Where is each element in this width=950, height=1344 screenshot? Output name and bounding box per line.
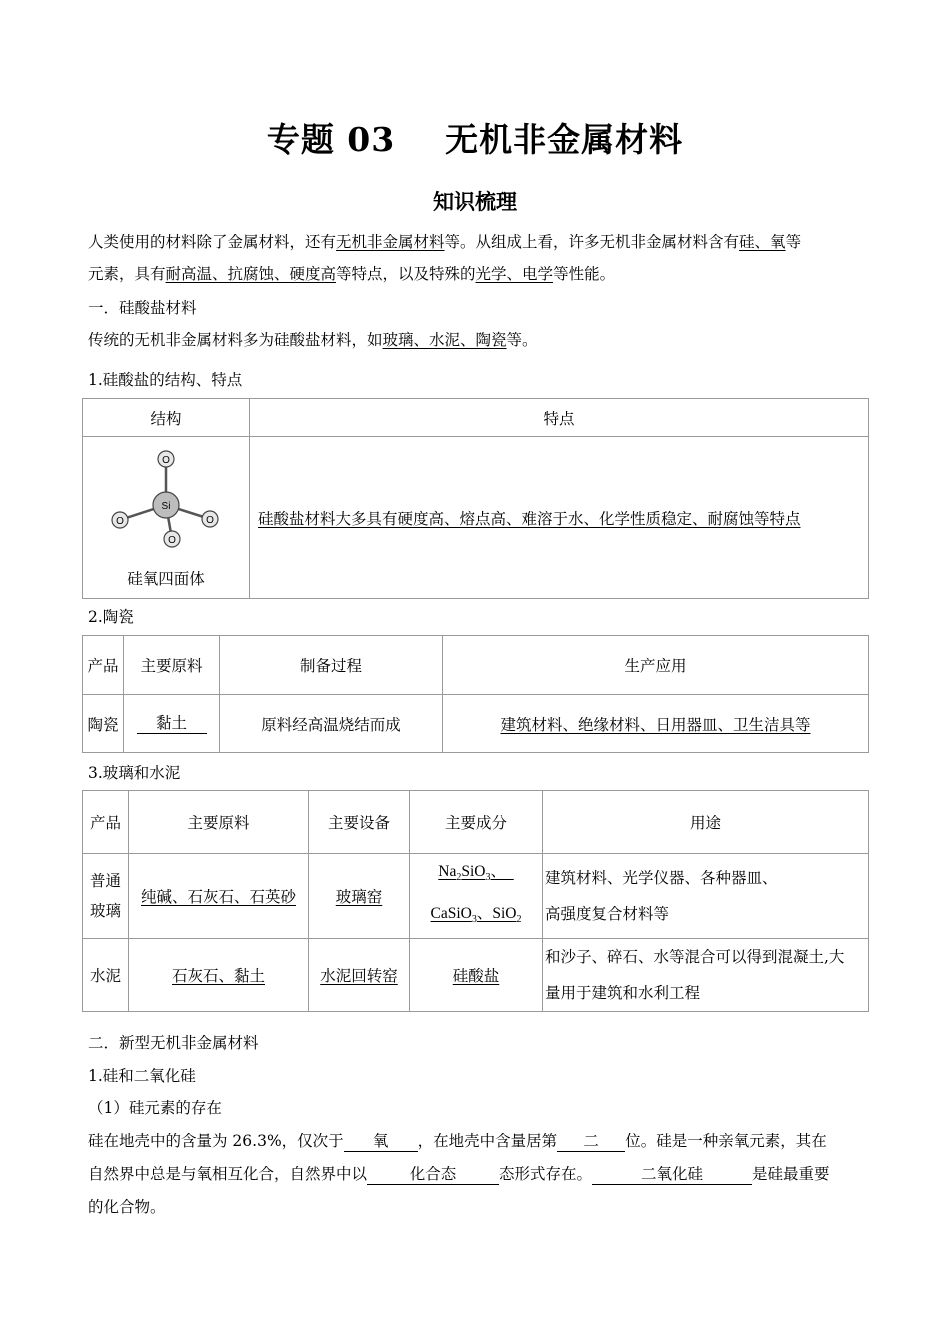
table-cell: 原料经高温烧结而成 [220, 695, 443, 753]
table-cell: 水泥 [83, 939, 129, 1012]
silicate-structure-table [82, 398, 869, 599]
table-header: 特点 [250, 399, 869, 437]
table-header: 制备过程 [220, 636, 443, 695]
blank-answer: 氧 [344, 1132, 418, 1152]
atom-label: O [168, 535, 176, 546]
usage-text: 量用于建筑和水利工程 [545, 984, 701, 1003]
formula-part: 、 [490, 863, 506, 880]
formula-subscript: 3 [471, 914, 477, 926]
underlined-term: 硅、氧 [739, 233, 786, 251]
blank-answer: 黏土 [137, 714, 207, 734]
intro-text: 等特点，以及特殊的 [336, 265, 476, 283]
table-header: 主要原料 [124, 636, 220, 695]
page-title: 专题 03 无机非金属材料 [266, 120, 684, 159]
body-text: 位。硅是一种亲氧元素，其在 [625, 1132, 827, 1150]
table-header: 产品 [83, 791, 129, 854]
body-text: 传统的无机非金属材料多为硅酸盐材料，如 [88, 331, 383, 349]
fill-in-line-1 [88, 1131, 868, 1152]
formula-subscript: 2 [516, 914, 522, 926]
section-subtitle: 知识梳理 [433, 189, 517, 214]
subsection-heading: 3.玻璃和水泥 [88, 764, 181, 782]
subsection-heading: 1.硅酸盐的结构、特点 [88, 371, 243, 389]
subsection-heading: 1.硅和二氧化硅 [88, 1067, 196, 1085]
formula-part: 、SiO [476, 905, 517, 923]
usage-text: 和沙子、碎石、水等混合可以得到混凝土,大 [545, 948, 845, 967]
section1-text [88, 330, 868, 350]
feature-cell [250, 437, 869, 599]
section1-heading: 一．硅酸盐材料 [88, 299, 197, 317]
underlined-term: 建筑材料、绝缘材料、日用器皿、卫生洁具等 [500, 715, 811, 734]
blank-answer: 二 [557, 1132, 625, 1152]
underlined-term: 无机非金属材料 [336, 233, 445, 251]
formula-subscript: 3 [485, 872, 491, 884]
body-text: 硅在地壳中的含量为 26.3%，仅次于 [88, 1132, 344, 1150]
intro-text: 等 [785, 233, 802, 251]
intro-line-2 [88, 264, 868, 284]
table-cell [443, 695, 869, 753]
intro-text: 等性能。 [553, 265, 616, 283]
table-cell [309, 939, 410, 1012]
diagram-caption: 硅氧四面体 [127, 570, 205, 588]
atom-label: Si [161, 501, 171, 512]
underlined-term: 水泥回转窑 [320, 967, 398, 986]
table-header: 结构 [83, 399, 250, 437]
table-cell [543, 854, 869, 939]
chemical-formula [412, 896, 540, 938]
table-cell [410, 854, 543, 939]
table-cell [129, 854, 309, 939]
intro-text: 元素，具有 [88, 265, 166, 283]
table-header: 产品 [83, 636, 124, 695]
table-cell [129, 939, 309, 1012]
subsection-heading: （1）硅元素的存在 [88, 1099, 222, 1117]
intro-text: 等。从组成上看，许多无机非金属材料含有 [444, 233, 740, 251]
underlined-term: 硅酸盐 [452, 967, 500, 986]
underlined-term: 玻璃、水泥、陶瓷 [382, 331, 507, 349]
blank-answer: 二氧化硅 [592, 1165, 752, 1185]
table-header: 用途 [543, 791, 869, 854]
intro-line-1 [88, 232, 868, 252]
feature-text: 硅酸盐材料大多具有硬度高、熔点高、难溶于水、化学性质稳定、耐腐蚀等特点 [258, 509, 801, 528]
formula-part: CaSiO [430, 905, 472, 923]
structure-cell [83, 437, 250, 599]
formula-part: SiO [461, 863, 486, 880]
fill-in-line-2 [88, 1164, 868, 1185]
body-text: ，在地壳中含量居第 [417, 1132, 558, 1150]
glass-cement-table [82, 790, 869, 1012]
table-cell [410, 939, 543, 1012]
product-name: 普通 [89, 872, 121, 891]
table-cell: 陶瓷 [83, 695, 124, 753]
table-cell [543, 939, 869, 1012]
chemical-formula [412, 854, 540, 896]
table-cell [124, 695, 220, 753]
body-text: 自然界中总是与氧相互化合，自然界中以 [88, 1165, 368, 1183]
body-text: 等。 [506, 331, 538, 349]
blank-answer: 化合态 [367, 1165, 499, 1185]
section2-heading: 二．新型无机非金属材料 [88, 1034, 259, 1052]
underlined-term: 耐高温、抗腐蚀、硬度高 [165, 265, 337, 283]
usage-text: 建筑材料、光学仪器、各种器皿、 [545, 869, 778, 888]
subsection-heading: 2.陶瓷 [88, 608, 134, 626]
body-text: 态形式存在。 [499, 1165, 593, 1183]
atom-label: O [116, 516, 124, 527]
table-header: 生产应用 [443, 636, 869, 695]
formula-part: Na [438, 863, 457, 880]
atom-label: O [162, 455, 170, 466]
ceramics-table [82, 635, 869, 753]
table-cell [83, 854, 129, 939]
table-header: 主要设备 [309, 791, 410, 854]
underlined-term: 玻璃窑 [335, 888, 383, 907]
underlined-term: 光学、电学 [475, 265, 554, 283]
formula-subscript: 2 [456, 872, 462, 884]
usage-text: 高强度复合材料等 [545, 905, 670, 924]
fill-in-line-3: 的化合物。 [88, 1198, 166, 1216]
product-name: 玻璃 [89, 902, 121, 921]
silicon-oxygen-tetrahedron-diagram [106, 445, 226, 557]
underlined-term: 石灰石、黏土 [171, 967, 265, 986]
table-cell [309, 854, 410, 939]
underlined-term: 纯碱、石灰石、石英砂 [140, 888, 296, 907]
body-text: 是硅最重要 [752, 1165, 830, 1183]
intro-text: 人类使用的材料除了金属材料，还有 [88, 233, 337, 251]
table-header: 主要原料 [129, 791, 309, 854]
table-header: 主要成分 [410, 791, 543, 854]
atom-label: O [206, 515, 214, 526]
